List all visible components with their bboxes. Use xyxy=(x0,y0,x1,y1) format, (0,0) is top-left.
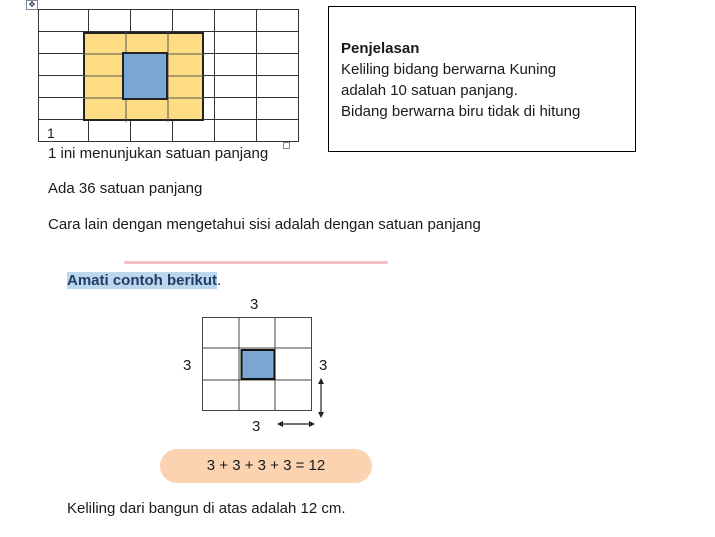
label-right: 3 xyxy=(319,357,328,374)
example-heading-period: . xyxy=(217,272,222,289)
divider-line xyxy=(124,261,388,264)
equation-pill: 3 + 3 + 3 + 3 = 12 xyxy=(160,449,372,483)
explanation-line: Keliling bidang berwarna Kuning xyxy=(341,61,557,78)
body-line-method: Cara lain dengan mengetahui sisi adalah dengan satuan panjang xyxy=(48,216,481,233)
example-grid xyxy=(202,317,314,413)
label-bottom: 3 xyxy=(252,418,261,435)
explanation-line: Bidang berwarna biru tidak di hitung xyxy=(341,103,581,120)
blue-square xyxy=(122,52,168,100)
example-conclusion: Keliling dari bangun di atas adalah 12 cm. xyxy=(67,500,346,517)
explanation-box xyxy=(328,6,636,152)
explanation-title: Penjelasan xyxy=(341,40,420,57)
example-blue-square xyxy=(242,350,275,379)
label-top: 3 xyxy=(250,296,259,313)
label-left: 3 xyxy=(183,357,192,374)
table-resize-handle-icon[interactable] xyxy=(283,142,290,149)
grid-caption: 1 ini menunjukan satuan panjang xyxy=(48,145,269,162)
example-heading xyxy=(67,272,221,289)
body-line-count: Ada 36 satuan panjang xyxy=(48,180,203,197)
table-move-handle-icon[interactable]: ✥ xyxy=(26,0,38,10)
unit-label-cell: 1 xyxy=(39,120,89,142)
vertical-arrow-icon xyxy=(316,378,326,418)
explanation-line: adalah 10 satuan panjang. xyxy=(341,82,518,99)
horizontal-arrow-icon xyxy=(277,419,315,429)
example-heading-highlight: Amati contoh berikut xyxy=(67,272,218,289)
